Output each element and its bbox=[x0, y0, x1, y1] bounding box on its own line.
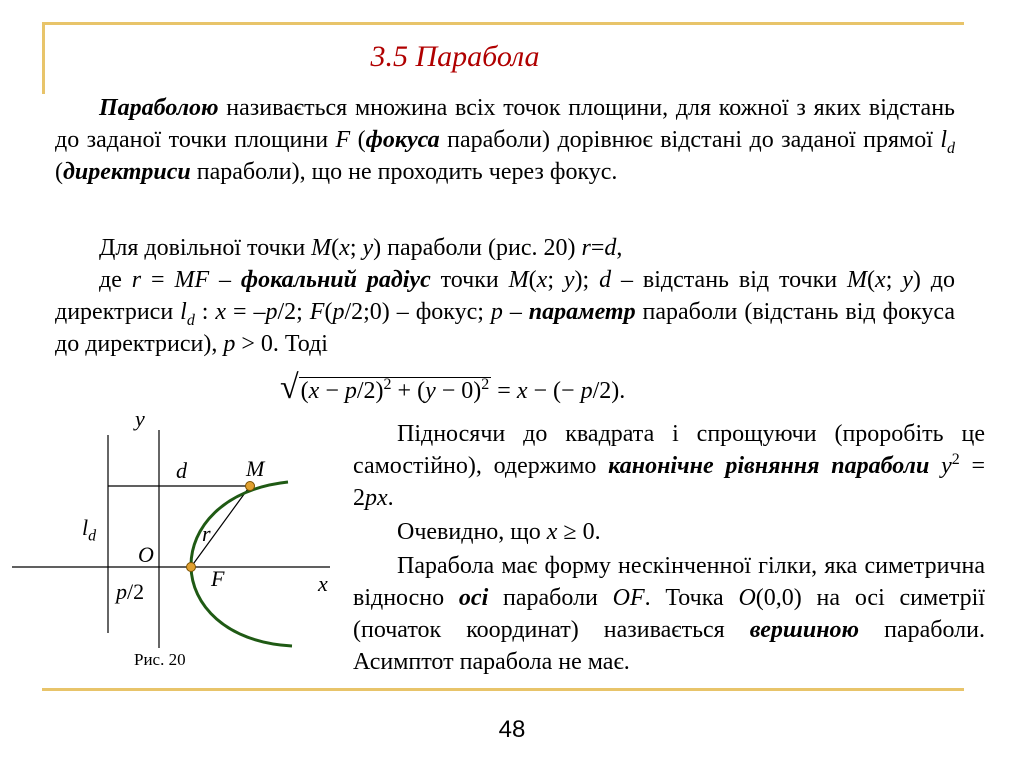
condition-paragraph: Для довільної точки M(x; y) параболи (рис. 20) r=d, bbox=[99, 235, 623, 261]
point-m bbox=[246, 482, 255, 491]
nonnegative-x-paragraph: Очевидно, що x ≥ 0. bbox=[397, 519, 601, 545]
distance-equation: $√(x - p/2)^2 + (y - 0)^2 = x$ − (− p/2). bbox=[280, 369, 626, 406]
origin-label: O bbox=[138, 542, 154, 567]
page-title: 3.5 Парабола bbox=[370, 40, 540, 73]
y-axis-label: y bbox=[135, 406, 145, 431]
d-label: d bbox=[176, 458, 187, 483]
r-label: r bbox=[202, 521, 211, 546]
definition-paragraph: Параболою називається множина всіх точок площини, для кожної з яких відстань до заданої точки площини F (фокуса параболи) дорівнює відстані до заданої прямої $l_d$ (директриси параболи), що не проходить через фокус. bbox=[55, 95, 955, 185]
shape-paragraph: Парабола має форму нескінченної гілки, яка симетрична відносно осі параболи OF. Точка O(0,0) на осі симетрії (початок координат) називається вершиною параболи. Асимптот парабола не має. bbox=[353, 553, 985, 675]
sqrt-sign: √ bbox=[280, 369, 299, 406]
figure-caption: Рис. 20 bbox=[134, 650, 186, 669]
canonical-equation-paragraph: Підносячи до квадрата і спрощуючи (проробіть це самостійно), одержимо канонічне рівняння параболи $y^2 = 2px$. bbox=[353, 421, 986, 511]
directrix-label: $l_d$ bbox=[82, 515, 97, 545]
focal-radius-line bbox=[191, 486, 250, 567]
notation-paragraph: де r = MF – фокальний радіус точки M(x; y); d – відстань від точки M(x; y) до директриси $l_d$ : x = –p/2; F(p/2;0) – фокус; p – параметр параболи (відстань від фокуса до директриси), p > 0. Тоді bbox=[55, 267, 956, 357]
m-label: M bbox=[246, 456, 265, 481]
page-number: 48 bbox=[498, 716, 526, 743]
parabola-curve bbox=[191, 482, 292, 646]
x-axis-label: x bbox=[318, 571, 328, 596]
f-label: F bbox=[211, 566, 225, 591]
half-p-label: p/2 bbox=[116, 579, 145, 604]
point-f bbox=[187, 563, 196, 572]
sqrt-radicand: $(x - p/2)^2 + (y - 0)^2$ bbox=[300, 376, 490, 404]
